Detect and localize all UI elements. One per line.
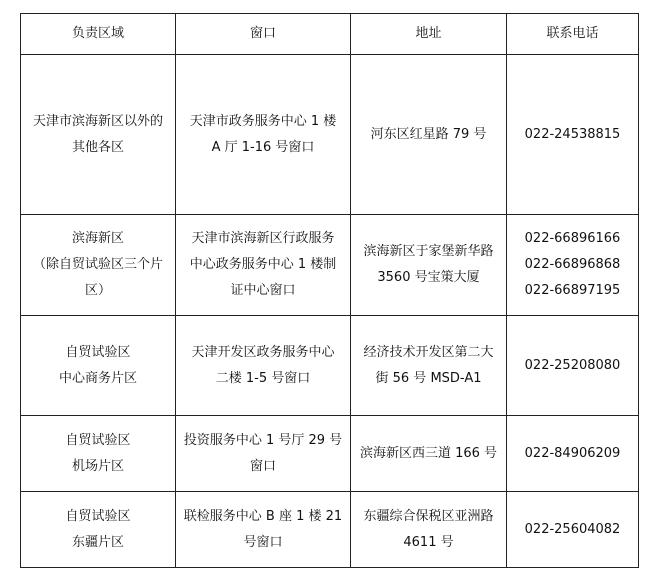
service-window-table — [20, 13, 639, 568]
table-row — [21, 215, 639, 316]
region-text-line: 机场片区 — [71, 458, 124, 474]
window-text-line: 天津市滨海新区行政服务 — [191, 231, 335, 246]
address-cell — [351, 492, 507, 568]
address-text-line: 滨海新区于家堡新华路 — [363, 244, 494, 259]
window-cell — [176, 215, 351, 316]
region-text-line: 天津市滨海新区以外的 — [32, 113, 163, 129]
address-text-line: 经济技术开发区第二大 — [363, 344, 494, 360]
region-text-line: 滨海新区 — [71, 231, 124, 246]
region-text-line: （除自贸试验区三个片 — [32, 257, 163, 272]
region-text-line: 中心商务片区 — [58, 370, 137, 386]
address-cell — [351, 416, 507, 492]
phone-cell — [507, 416, 639, 492]
window-text-line: 天津开发区政务服务中心 — [191, 344, 335, 360]
address-text-line: 东疆综合保税区亚洲路 — [363, 508, 494, 524]
phone-cell — [507, 492, 639, 568]
phone-number: 022-25208080 — [524, 357, 621, 373]
region-cell — [21, 215, 176, 316]
window-cell — [176, 492, 351, 568]
region-text-line: 东疆片区 — [71, 534, 124, 550]
header-address: 地址 — [351, 14, 507, 55]
address-text-line: 3560 号宝策大厦 — [377, 270, 480, 285]
region-cell — [21, 492, 176, 568]
region-cell — [21, 316, 176, 416]
window-text-line: 投资服务中心 1 号厅 29 号 — [183, 432, 343, 448]
window-text-line: 天津市政务服务中心 1 楼 — [189, 113, 337, 129]
region-text-line: 区） — [84, 283, 111, 298]
window-text-line: 窗口 — [249, 458, 276, 474]
phone-cell — [507, 215, 639, 316]
phone-number: 022-24538815 — [524, 126, 621, 142]
address-cell — [351, 55, 507, 215]
window-cell — [176, 416, 351, 492]
window-text-line: 证中心窗口 — [230, 283, 296, 298]
region-text-line: 其他各区 — [71, 139, 124, 155]
region-cell — [21, 416, 176, 492]
address-cell — [351, 316, 507, 416]
table-row — [21, 316, 639, 416]
table-header-row — [21, 14, 639, 55]
phone-number: 022-25604082 — [524, 521, 621, 537]
phone-number: 022-66897195 — [524, 283, 621, 298]
table-row — [21, 55, 639, 215]
region-text-line: 自贸试验区 — [65, 432, 131, 448]
window-text-line: A 厅 1-16 号窗口 — [211, 139, 315, 155]
phone-number: 022-66896868 — [524, 257, 621, 272]
table-row — [21, 492, 639, 568]
window-text-line: 联检服务中心 B 座 1 楼 21 — [183, 508, 343, 524]
table-row — [21, 416, 639, 492]
address-cell — [351, 215, 507, 316]
window-cell — [176, 55, 351, 215]
window-cell — [176, 316, 351, 416]
phone-cell — [507, 55, 639, 215]
address-text-line: 滨海新区西三道 166 号 — [359, 445, 498, 461]
header-region: 负责区域 — [21, 14, 176, 55]
window-text-line: 二楼 1-5 号窗口 — [215, 370, 311, 386]
address-text-line: 街 56 号 MSD-A1 — [375, 370, 482, 386]
phone-number: 022-66896166 — [524, 231, 621, 246]
phone-number: 022-84906209 — [524, 445, 621, 461]
region-text-line: 自贸试验区 — [65, 344, 131, 360]
window-text-line: 号窗口 — [243, 534, 283, 550]
header-phone: 联系电话 — [507, 14, 639, 55]
address-text-line: 河东区红星路 79 号 — [370, 126, 487, 142]
window-text-line: 中心政务服务中心 1 楼制 — [189, 257, 337, 272]
header-window: 窗口 — [176, 14, 351, 55]
region-cell — [21, 55, 176, 215]
phone-cell — [507, 316, 639, 416]
address-text-line: 4611 号 — [403, 534, 454, 550]
region-text-line: 自贸试验区 — [65, 508, 131, 524]
